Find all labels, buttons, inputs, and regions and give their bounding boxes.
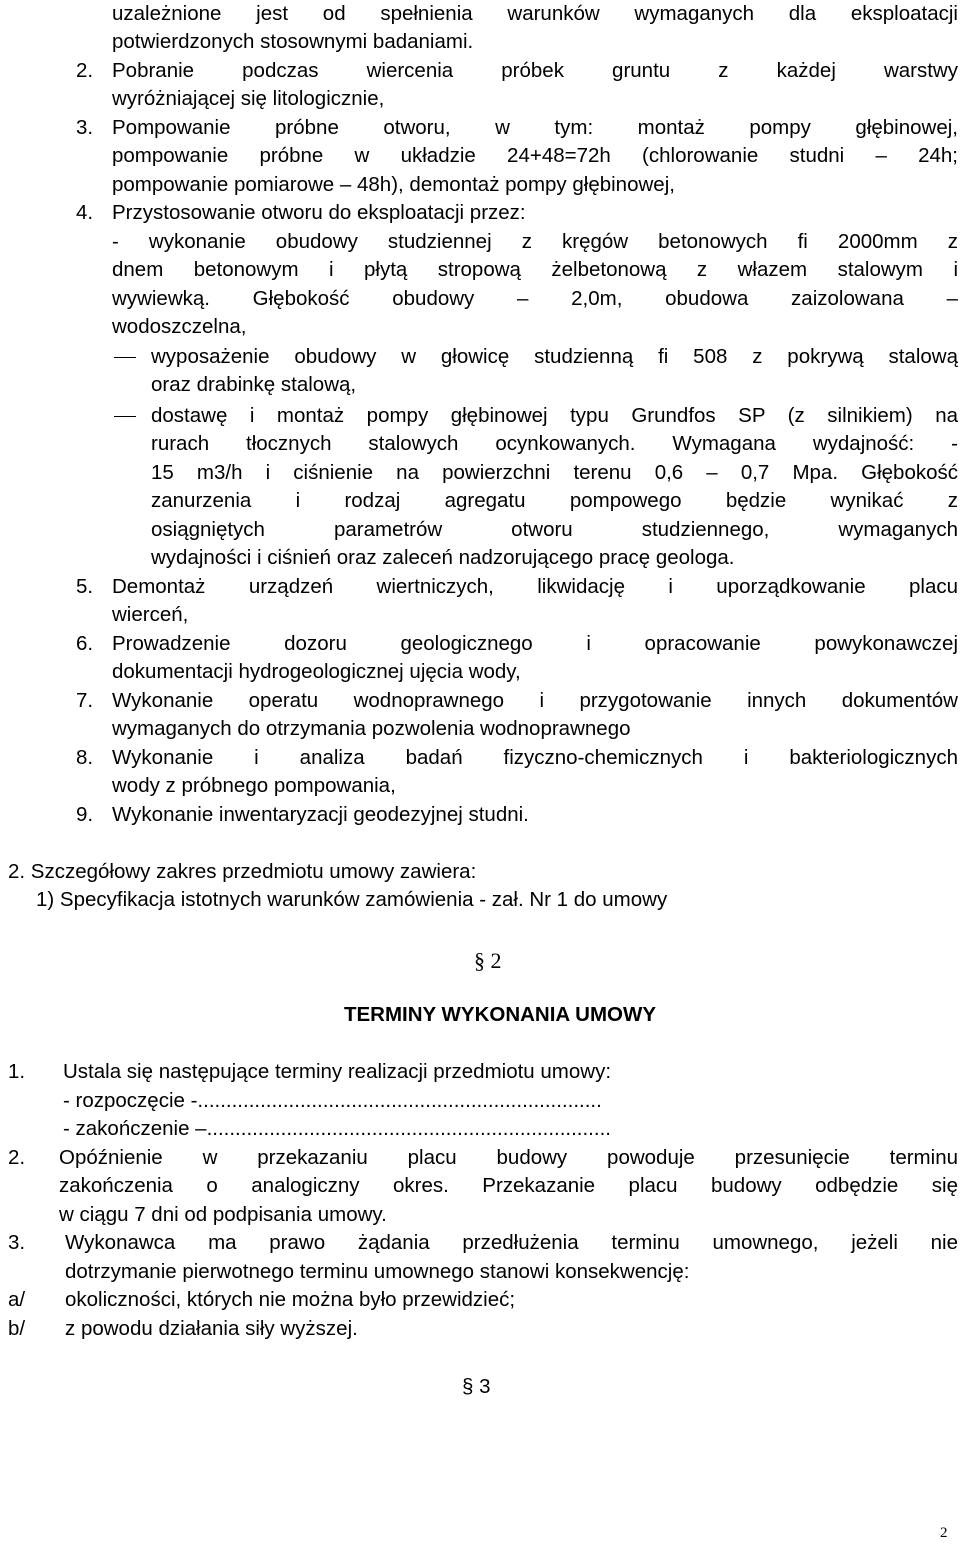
- scope-line: 1) Specyfikacja istotnych warunków zamówienia - zał. Nr 1 do umowy: [36, 888, 668, 911]
- sub-item-line: osiągniętych parametrów otworu studziennego, wymaganych: [151, 518, 958, 541]
- item-line: Wykonanie inwentaryzacji geodezyjnej studni.: [112, 803, 529, 826]
- item-number: 9.: [76, 803, 94, 826]
- term-line: z powodu działania siły wyższej.: [65, 1317, 358, 1340]
- sub-item-line: zanurzenia i rodzaj agregatu pompowego będzie wynikać z: [151, 489, 958, 512]
- term-line: Opóźnienie w przekazaniu placu budowy powoduje przesunięcie terminu: [59, 1146, 958, 1169]
- item-line: Wykonanie i analiza badań fizyczno-chemicznych i bakteriologicznych: [112, 746, 958, 769]
- continuation-line-2: potwierdzonych stosownymi badaniami.: [112, 30, 474, 53]
- term-start-line: - rozpoczęcie -.......................................................................: [63, 1089, 602, 1112]
- item-line: - wykonanie obudowy studziennej z kręgów betonowych fi 2000mm z: [112, 230, 958, 253]
- item-line: Pompowanie próbne otworu, w tym: montaż pompy głębinowej,: [112, 116, 958, 139]
- item-line: Demontaż urządzeń wiertniczych, likwidację i uporządkowanie placu: [112, 575, 958, 598]
- sub-item-line: dostawę i montaż pompy głębinowej typu Grundfos SP (z silnikiem) na: [151, 404, 958, 427]
- item-line: wymaganych do otrzymania pozwolenia wodnoprawnego: [112, 717, 631, 740]
- continuation-line-1: uzależnione jest od spełnienia warunków wymaganych dla eksploatacji: [112, 2, 958, 25]
- term-number: 2.: [8, 1146, 26, 1169]
- item-line: dokumentacji hydrogeologicznej ujęcia wody,: [112, 660, 521, 683]
- section-title: TERMINY WYKONANIA UMOWY: [343, 1003, 657, 1026]
- item-line: pompowanie pomiarowe – 48h), demontaż pompy głębinowej,: [112, 173, 675, 196]
- term-number: 1.: [8, 1060, 26, 1083]
- sub-item-line: wyposażenie obudowy w głowicę studzienną fi 508 z pokrywą stalową: [151, 345, 958, 368]
- item-number: 8.: [76, 746, 94, 769]
- item-number: 3.: [76, 116, 94, 139]
- sub-item-line: oraz drabinkę stalową,: [151, 373, 357, 396]
- dash-bullet: [114, 357, 136, 358]
- term-number: 3.: [8, 1231, 26, 1254]
- item-line: wody z próbnego pompowania,: [112, 774, 396, 797]
- term-line: dotrzymanie pierwotnego terminu umownego stanowi konsekwencję:: [65, 1260, 690, 1283]
- item-line: Wykonanie operatu wodnoprawnego i przygotowanie innych dokumentów: [112, 689, 958, 712]
- page-number: 2: [940, 1525, 948, 1541]
- sub-item-line: 15 m3/h i ciśnienie na powierzchni terenu 0,6 – 0,7 Mpa. Głębokość: [151, 461, 958, 484]
- item-number: 4.: [76, 201, 94, 224]
- dash-bullet: [114, 416, 136, 417]
- sub-item-line: wydajności i ciśnień oraz zaleceń nadzorującego pracę geologa.: [151, 546, 735, 569]
- item-line: Pobranie podczas wiercenia próbek gruntu z każdej warstwy: [112, 59, 958, 82]
- section-sign: § 3: [462, 1375, 491, 1398]
- item-line: dnem betonowym i płytą stropową żelbetonową z włazem stalowym i: [112, 258, 958, 281]
- section-sign: § 2: [474, 948, 502, 973]
- item-number: 7.: [76, 689, 94, 712]
- item-line: Przystosowanie otworu do eksploatacji przez:: [112, 201, 526, 224]
- sub-item-line: rurach tłocznych stalowych ocynkowanych. Wymagana wydajność: -: [151, 432, 958, 455]
- term-line: zakończenia o analogiczny okres. Przekazanie placu budowy odbędzie się: [59, 1174, 958, 1197]
- item-line: pompowanie próbne w układzie 24+48=72h (chlorowanie studni – 24h;: [112, 144, 958, 167]
- item-line: wywiewką. Głębokość obudowy – 2,0m, obudowa zaizolowana –: [112, 287, 958, 310]
- term-end-line: - zakończenie –.......................................................................: [63, 1117, 611, 1140]
- item-line: wodoszczelna,: [112, 315, 247, 338]
- term-line: Ustala się następujące terminy realizacji przedmiotu umowy:: [63, 1060, 612, 1083]
- term-letter: a/: [8, 1288, 26, 1311]
- item-line: wierceń,: [112, 603, 189, 626]
- term-line: okoliczności, których nie można było przewidzieć;: [65, 1288, 516, 1311]
- item-number: 6.: [76, 632, 94, 655]
- item-line: wyróżniającej się litologicznie,: [112, 87, 385, 110]
- item-line: Prowadzenie dozoru geologicznego i opracowanie powykonawczej: [112, 632, 958, 655]
- item-number: 5.: [76, 575, 94, 598]
- term-line: w ciągu 7 dni od podpisania umowy.: [59, 1203, 387, 1226]
- term-letter: b/: [8, 1317, 26, 1340]
- scope-line: 2. Szczegółowy zakres przedmiotu umowy zawiera:: [8, 860, 477, 883]
- term-line: Wykonawca ma prawo żądania przedłużenia terminu umownego, jeżeli nie: [65, 1231, 958, 1254]
- item-number: 2.: [76, 59, 94, 82]
